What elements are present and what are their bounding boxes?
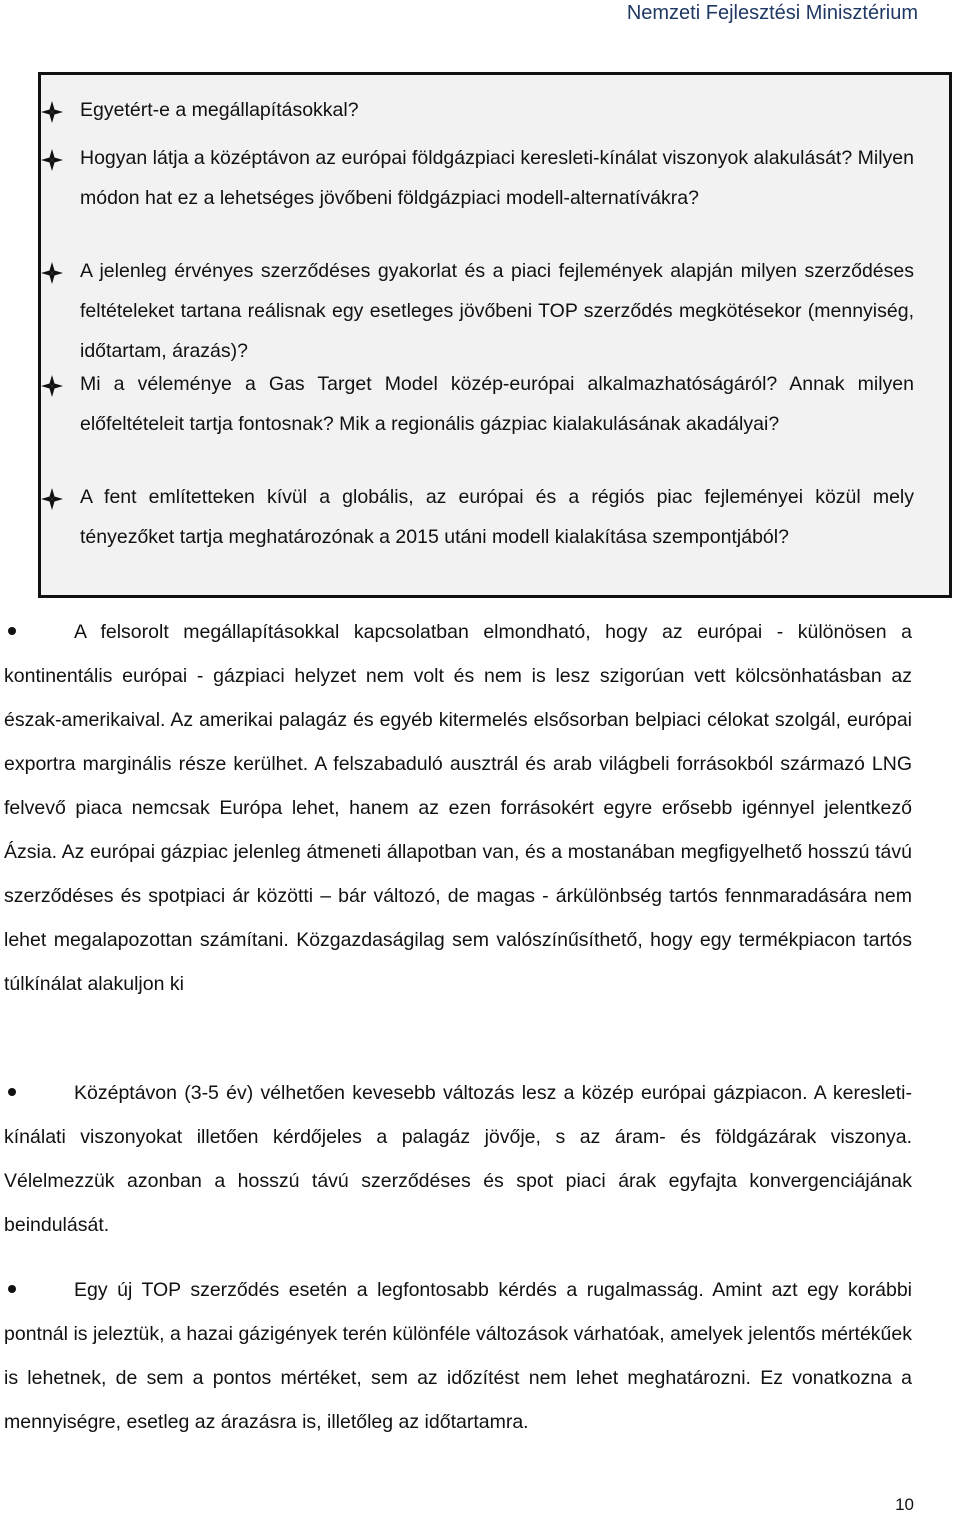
bullet-icon (8, 1285, 16, 1293)
page-number: 10 (895, 1495, 914, 1514)
paragraph-text: Középtávon (3-5 év) vélhetően kevesebb változás lesz a közép európai gázpiacon. A keresleti-kínálati viszonyokat illetően kérdőjeles a palagáz jövője, s az áram- és földgázárak viszonya. Vélelmezzük azonban a hosszú távú szerződéses és spot piaci árak egyfajta konvergenciájának beindulását. (4, 1082, 912, 1236)
question-item (80, 138, 914, 218)
diamond-bullet-icon (40, 148, 64, 172)
question-item (80, 364, 914, 444)
diamond-bullet-icon (40, 261, 64, 285)
diamond-bullet-icon (40, 374, 64, 398)
question-item (80, 251, 914, 371)
question-text: A jelenleg érvényes szerződéses gyakorlat és a piaci fejlemények alapján milyen szerződéses feltételeket tartana reálisnak egy esetleges jövőbeni TOP szerződés megkötésekor (mennyiség, időtartam, árazás)? (80, 260, 914, 362)
body-paragraph (4, 610, 912, 1006)
diamond-bullet-icon (40, 487, 64, 511)
question-item (80, 477, 914, 557)
paragraph-text: Egy új TOP szerződés esetén a legfontosabb kérdés a rugalmasság. Amint azt egy korábbi pontnál is jeleztük, a hazai gázigények terén különféle változások várhatóak, amelyek jelentős mértékűek is lehetnek, de sem a pontos mértéket, sem az időzítést nem lehet meghatározni. Ez vonatkozna a mennyiségre, esetleg az árazásra is, illetőleg az időtartamra. (4, 1279, 912, 1433)
diamond-bullet-icon (40, 100, 64, 124)
question-text: Hogyan látja a középtávon az európai földgázpiaci keresleti-kínálat viszonyok alakulását? Milyen módon hat ez a lehetséges jövőbeni földgázpiaci modell-alternatívákra? (80, 147, 914, 209)
paragraph-text: A felsorolt megállapításokkal kapcsolatban elmondható, hogy az európai - különösen a kontinentális európai - gázpiaci helyzet nem volt és nem is lesz szigorúan vett kölcsönhatásban az észak-amerikaival. Az amerikai palagáz és egyéb kitermelés elsősorban belpiaci célokat szolgál, európai exportra marginális része kerülhet. A felszabaduló ausztrál és arab világbeli forrásokból származó LNG felvevő piaca nemcsak Európa lehet, hanem az ezen forrásokért egyre erősebb igénnyel jelentkező Ázsia. Az európai gázpiac jelenleg átmeneti állapotban van, és a mostanában megfigyelhető hosszú távú szerződéses és spotpiaci ár közötti – bár változó, de magas - árkülönbség tartós fennmaradására nem lehet megalapozottan számítani. Közgazdaságilag sem valószínűsíthető, hogy egy termékpiacon tartós túlkínálat alakuljon ki (4, 621, 912, 995)
question-text: A fent említetteken kívül a globális, az európai és a régiós piac fejleményei közül mely tényezőket tartja meghatározónak a 2015 utáni modell kialakítása szempontjából? (80, 486, 914, 548)
page-header: Nemzeti Fejlesztési Minisztérium (626, 2, 918, 24)
bullet-icon (8, 1088, 16, 1096)
body-paragraph (4, 1071, 912, 1247)
question-text: Egyetért-e a megállapításokkal? (80, 99, 359, 121)
body-paragraph (4, 1268, 912, 1444)
question-text: Mi a véleménye a Gas Target Model közép-európai alkalmazhatóságáról? Annak milyen előfeltételeit tartja fontosnak? Mik a regionális gázpiac kialakulásának akadályai? (80, 373, 914, 435)
bullet-icon (8, 627, 16, 635)
question-item (80, 90, 914, 130)
